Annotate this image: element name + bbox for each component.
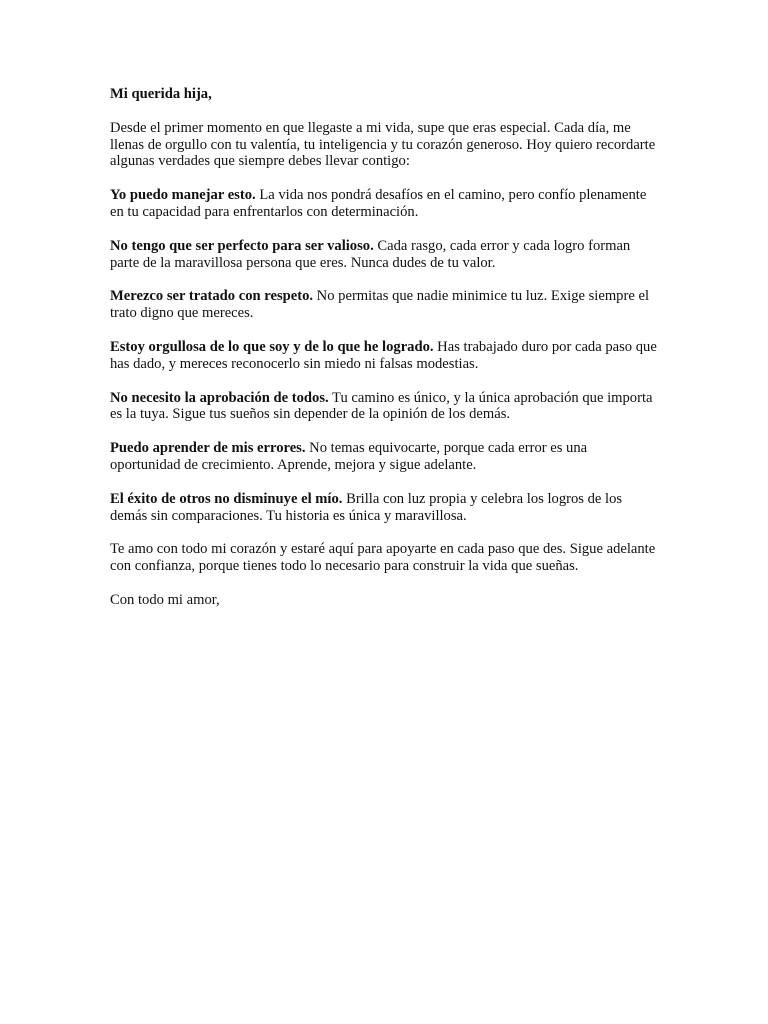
affirmation-paragraph [110, 339, 660, 373]
affirmation-text: Cada rasgo, cada error y cada logro forman parte de la maravillosa persona que eres. Nunca dudes de tu valor. [110, 237, 631, 271]
affirmation-text: Brilla con luz propia y celebra los logros de los demás sin comparaciones. Tu historia es única y maravillosa. [110, 490, 623, 524]
affirmation-paragraph [110, 440, 660, 474]
affirmation-text: No temas equivocarte, porque cada error es una oportunidad de crecimiento. Aprende, mejora y sigue adelante. [110, 440, 588, 473]
letter-greeting: Mi querida hija, [110, 86, 212, 102]
affirmation-paragraph [110, 238, 660, 272]
letter-signoff: Con todo mi amor, [110, 591, 220, 608]
affirmation-lead: No necesito la aprobación de todos. [110, 389, 329, 406]
affirmation-text: La vida nos pondrá desafíos en el camino, pero confío plenamente en tu capacidad para enfrentarlos con determinación. [110, 187, 647, 220]
affirmation-paragraph [110, 288, 660, 322]
affirmation-text: No permitas que nadie minimice tu luz. Exige siempre el trato digno que mereces. [110, 288, 649, 322]
affirmation-paragraph [110, 491, 660, 525]
affirmation-lead: Puedo aprender de mis errores. [110, 440, 306, 457]
affirmation-lead: El éxito de otros no disminuye el mío. [110, 490, 343, 507]
affirmation-lead: Estoy orgullosa de lo que soy y de lo que he logrado. [110, 338, 434, 355]
affirmation-paragraph [110, 187, 660, 221]
letter-intro: Desde el primer momento en que llegaste a mi vida, supe que eras especial. Cada día, me llenas de orgullo con tu valentía, tu inteligencia y tu corazón generoso. Hoy quiero recordarte algunas verdades que siempre debes llevar contigo: [110, 119, 656, 170]
affirmation-text: Tu camino es único, y la única aprobación que importa es la tuya. Sigue tus sueños sin depender de la opinión de los demás. [110, 389, 653, 423]
letter-page [110, 86, 660, 626]
affirmation-text: Has trabajado duro por cada paso que has dado, y mereces reconocerlo sin miedo ni falsas modestias. [110, 338, 657, 372]
affirmation-lead: Yo puedo manejar esto. [110, 187, 256, 204]
affirmation-paragraph [110, 390, 660, 424]
letter-closing-paragraph: Te amo con todo mi corazón y estaré aquí para apoyarte en cada paso que des. Sigue adelante con confianza, porque tienes todo lo necesario para construir la vida que sueñas. [110, 541, 656, 575]
affirmation-lead: Merezco ser tratado con respeto. [110, 288, 314, 305]
affirmation-lead: No tengo que ser perfecto para ser valioso. [110, 237, 374, 254]
